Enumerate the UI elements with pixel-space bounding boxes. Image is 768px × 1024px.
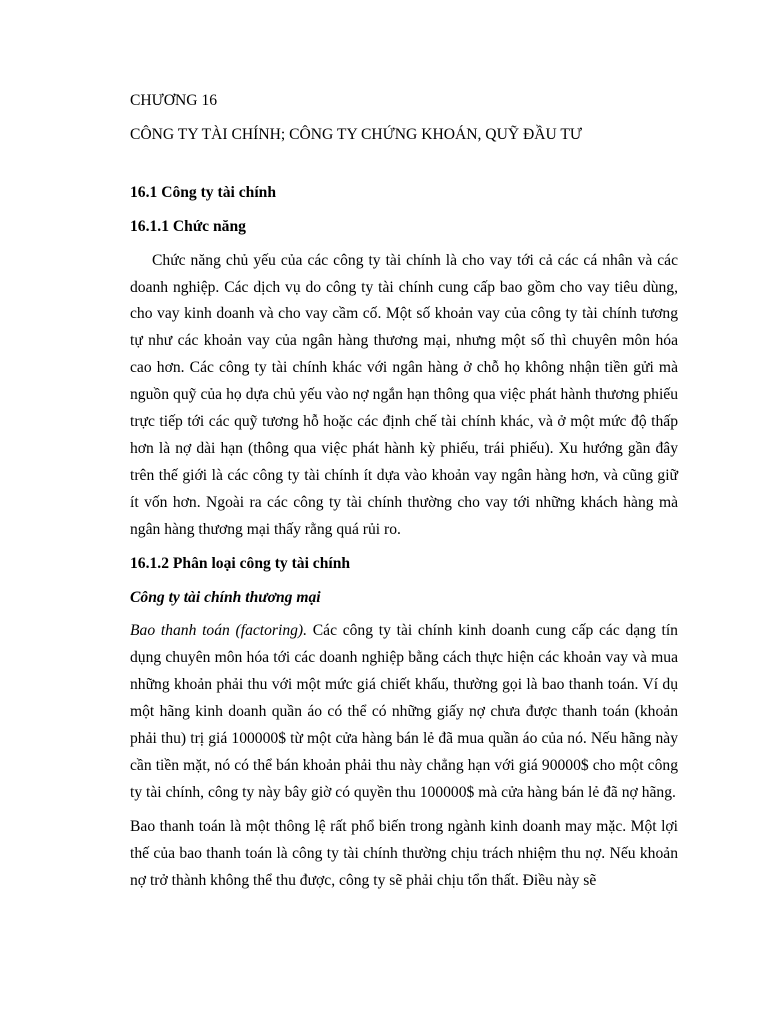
factoring-term: Bao thanh toán (factoring).	[130, 622, 308, 640]
paragraph-factoring	[130, 618, 678, 806]
paragraph-factoring-2: Bao thanh toán là một thông lệ rất phổ biến trong ngành kinh doanh may mặc. Một lợi thế của bao thanh toán là công ty tài chính thường chịu trách nhiệm thu nợ. Nếu khoản nợ trở thành không thể thu được, công ty sẽ phải chịu tổn thất. Điều này sẽ	[130, 817, 678, 889]
paragraph-function: Chức năng chủ yếu của các công ty tài chính là cho vay tới cả các cá nhân và các doanh nghiệp. Các dịch vụ do công ty tài chính cung cấp bao gồm cho vay tiêu dùng, cho vay kinh doanh và cho vay cầm cố. Một số khoản vay của công ty tài chính tương tự như các khoản vay của ngân hàng thương mại, nhưng một số thì chuyên môn hóa cao hơn. Các công ty tài chính khác với ngân hàng ở chỗ họ không nhận tiền gửi mà nguồn quỹ của họ dựa chủ yếu vào nợ ngắn hạn thông qua việc phát hành thương phiếu trực tiếp tới các quỹ tương hỗ hoặc các định chế tài chính khác, và ở một mức độ thấp hơn là nợ dài hạn (thông qua việc phát hành kỳ phiếu, trái phiếu). Xu hướng gần đây trên thế giới là các công ty tài chính ít dựa vào khoản vay ngân hàng hơn, và cũng giữ ít vốn hơn. Ngoài ra các công ty tài chính thường cho vay tới những khách hàng mà ngân hàng thương mại thấy rằng quá rủi ro.	[130, 251, 678, 538]
section-heading-16-1-2: 16.1.2 Phân loại công ty tài chính	[130, 554, 351, 572]
page-content	[130, 88, 678, 901]
section-heading-16-1: 16.1 Công ty tài chính	[130, 183, 276, 201]
subheading-commercial-finance: Công ty tài chính thương mại	[130, 588, 321, 606]
section-heading-16-1-1: 16.1.1 Chức năng	[130, 217, 246, 235]
factoring-text: Các công ty tài chính kinh doanh cung cấp các dạng tín dụng chuyên môn hóa tới các doanh nghiệp bằng cách thực hiện các khoản vay và mua những khoản phải thu với một mức giá chiết khấu, thường gọi là bao thanh toán. Ví dụ một hãng kinh doanh quần áo có thể có những giấy nợ chưa được thanh toán (khoản phải thu) trị giá 100000$ từ một cửa hàng bán lẻ đã mua quần áo của nó. Nếu hãng này cần tiền mặt, nó có thể bán khoản phải thu này chẳng hạn với giá 90000$ cho một công ty tài chính, công ty này bây giờ có quyền thu 100000$ mà cửa hàng bán lẻ đã nợ hãng.	[130, 622, 678, 801]
chapter-number: CHƯƠNG 16	[130, 92, 218, 109]
chapter-title: CÔNG TY TÀI CHÍNH; CÔNG TY CHỨNG KHOÁN, QUỸ ĐẦU TƯ	[130, 125, 583, 143]
